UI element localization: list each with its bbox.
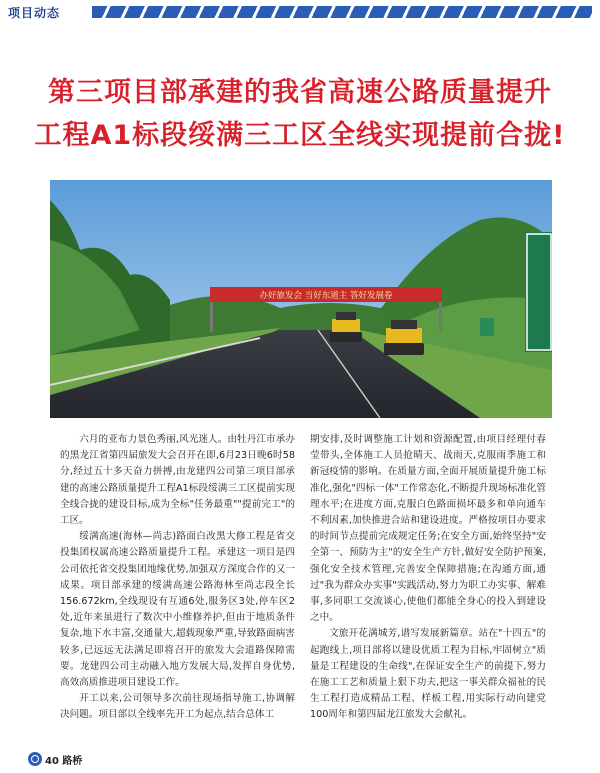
article-title-line-2: 工程A1标段绥满三工区全线实现提前合拢!: [34, 120, 566, 151]
page-number-and-title: [45, 752, 82, 767]
paragraph: 六月的亚布力景色秀丽,风光迷人。由牡丹江市承办的黑龙江省第四届旅发大会召开在即,6月23日晚6时58分,经过五十多天奋力拼搏,由龙建四公司第三项目部承建的高速公路质量提升工程A1标段绥满三工区提前实现全线合拢的建设目标,成为全标"任务最重""提前完工"的工区。: [60, 434, 295, 527]
magazine-name: 路桥: [62, 756, 83, 767]
paragraph: 开工以来,公司领导多次前往现场指导施工,协调解决问题。项目部以全线率先开工为起点,结合总体工: [60, 693, 295, 721]
article-column-2: [310, 432, 546, 724]
article-title-line-1: 第三项目部承建的我省高速公路质量提升: [48, 77, 552, 108]
road-construction-photo: [50, 180, 552, 418]
paragraph: 文旅开花满城芳,谱写发展新篇章。站在"十四五"的起跑线上,项目部将以建设优质工程为目标,牢固树立"质量是工程建设的生命线",在保证安全生产的前提下,努力在施工工艺和质量上狠下功夫,把这一事关群众福祉的民生工程打造成精品工程、样板工程,用实际行动向建党100周年和第四届龙江旅发大会献礼。: [310, 628, 546, 721]
magazine-logo-icon: [28, 752, 42, 766]
article-column-1: [60, 432, 295, 724]
paragraph: 期安排,及时调整施工计划和资源配置,由项目经理付春莹带头,全体施工人员抢晴天、战雨天,克服雨季施工和新冠疫情的影响。在质量方面,全面开展质量提升施工标准化,强化"四标一体"工作常态化,不断提升现场标准化管理水平;在进度方面,克服白色路面损坏最多和单向通车不利因素,加快推进合站和建设进度。严格按项目办要求的时间节点提前完成规定任务;在安全方面,始终坚持"安全第一、预防为主"的安全生产方针,做好安全防护预案,强化安全技术管理,完善安全保障措施;在沟通方面,通过"我为群众办实事"实践活动,努力为职工办实事、解难事,多同职工交流谈心,使他们都能全身心的投入到建设之中。: [310, 434, 546, 624]
page-number: 40: [45, 756, 59, 767]
header-stripe: [92, 6, 592, 18]
paragraph: 绥满高速(海林—尚志)路面白改黑大修工程是省交投集团权属高速公路质量提升工程。承建这一项目是四公司依托省交投集团地缘优势,加强双方深度合作的又一成果。项目部承建的绥满高速公路海林至尚志段全长156.672km,全线现设有互通6处,服务区3处,停车区2处,近年来虽进行了数次中小维修养护,但由于地质条件复杂,地下水丰富,交通量大,超载现象严重,导致路面病害较多,已远远无法满足即将召开的旅发大会道路保障需要。龙建四公司主动融入地方发展大局,发挥自身优势,高效高质推进项目建设工作。: [60, 531, 295, 689]
section-header: [0, 0, 600, 24]
section-label: 项目动态: [8, 6, 61, 20]
banner-text: 办好旅发会 当好东道主 答好发展卷: [259, 291, 393, 301]
